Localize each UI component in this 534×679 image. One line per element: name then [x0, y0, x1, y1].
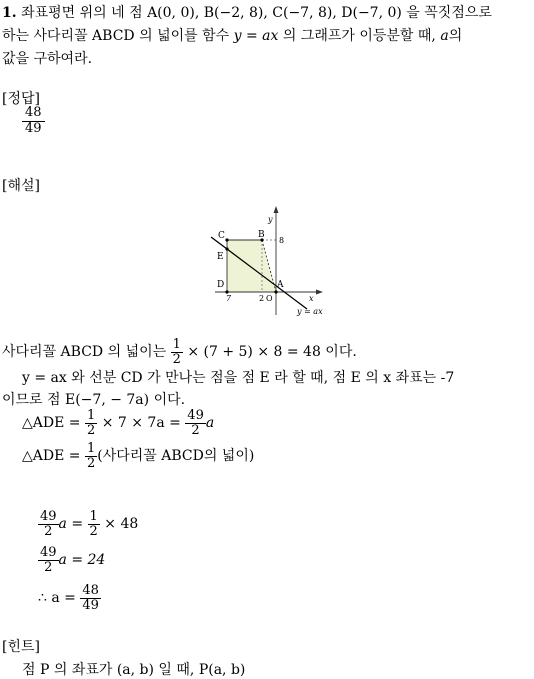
- eq1-f2-den: 2: [89, 523, 98, 539]
- problem-line-1: [2, 2, 492, 22]
- problem-func: y = ax: [233, 28, 279, 44]
- hint-text: 점 P 의 좌표가 (a, b) 일 때, P(a, b): [22, 662, 246, 678]
- label-y: y: [268, 215, 273, 224]
- e-line-2: 이므로 점 E(−7, − 7a) 이다.: [2, 392, 186, 408]
- problem-text-2c: 의 그래프가 이등분할 때,: [278, 28, 441, 44]
- ade1-post: a: [205, 415, 215, 432]
- tick-label-7: 7: [226, 294, 232, 303]
- tick-label-2: 2: [259, 294, 265, 303]
- label-d: D: [217, 280, 225, 290]
- label-origin: O: [266, 294, 273, 303]
- answer-denominator: 49: [25, 120, 42, 136]
- eq1-mid: a =: [58, 516, 88, 533]
- problem-line-3: 값을 구하여라.: [2, 51, 93, 67]
- point-e: [225, 247, 228, 250]
- ade2-post: (사다리꼴 ABCD의 넓이): [97, 448, 255, 465]
- area-frac-den: 2: [172, 351, 181, 367]
- problem-text-2e: 의: [448, 28, 463, 44]
- ade1-pre: △ADE =: [22, 415, 85, 432]
- area-line: [2, 338, 357, 366]
- ade-equation-1: [22, 409, 214, 437]
- eq1-den: 2: [44, 523, 53, 539]
- line-label: y = ax: [297, 307, 323, 316]
- eq3-pre: ∴ a =: [38, 590, 81, 607]
- ade1-frac2-den: 2: [191, 422, 200, 438]
- point-c: [225, 238, 228, 241]
- y-axis-arrow: [274, 206, 279, 213]
- ade1-fraction-2: [185, 409, 206, 437]
- answer-fraction: [22, 106, 45, 137]
- ade1-fraction: [85, 409, 97, 437]
- problem-number: 1.: [2, 5, 17, 21]
- solution-label: [해설]: [2, 178, 40, 194]
- ade2-frac-num: 1: [86, 441, 96, 456]
- ade2-fraction: [85, 442, 97, 470]
- eq1-post: × 48: [104, 516, 139, 533]
- eq2-num: 49: [40, 545, 57, 560]
- area-frac-num: 1: [172, 337, 181, 352]
- label-e: E: [217, 252, 224, 262]
- eq1-num: 49: [40, 509, 57, 524]
- label-x: x: [309, 294, 314, 303]
- ade2-frac-den: 2: [86, 455, 96, 471]
- eq1-fraction-2: [88, 510, 100, 538]
- problem-line-2: [2, 25, 462, 45]
- hint-label: [힌트]: [2, 639, 40, 655]
- eq2-fraction: [38, 546, 59, 574]
- trapezoid-graph: [205, 205, 335, 320]
- label-a: A: [277, 280, 284, 290]
- ade-equation-2: [22, 442, 254, 470]
- area-text-pre: 사다리꼴 ABCD 의 넓이는: [2, 344, 171, 361]
- problem-var-a: a: [440, 28, 449, 44]
- ade1-frac-den: 2: [86, 422, 96, 438]
- eq2-post: a = 24: [58, 552, 106, 569]
- point-a: [274, 290, 277, 293]
- label-b: B: [258, 230, 265, 240]
- equation-1: [38, 510, 138, 538]
- area-fraction: [171, 338, 183, 366]
- ade2-pre: △ADE =: [22, 448, 85, 465]
- problem-text-1: 좌표평면 위의 네 점 A(0, 0), B(−2, 8), C(−7, 8), D(−7, 0) 을 꼭짓점으로: [21, 5, 492, 21]
- trapezoid-fill: [227, 240, 276, 292]
- eq1-fraction: [38, 510, 59, 538]
- x-axis-arrow: [316, 290, 323, 295]
- answer-numerator: 48: [22, 106, 45, 122]
- answer-label: [정답]: [2, 91, 40, 107]
- eq3-fraction: [80, 584, 101, 612]
- label-c: C: [218, 231, 225, 241]
- tick-label-8: 8: [279, 236, 285, 245]
- eq3-den: 49: [82, 597, 99, 613]
- problem-text-2a: 하는 사다리꼴 ABCD 의 넓이를 함수: [2, 28, 234, 44]
- ade1-mid: × 7 × 7a =: [101, 415, 186, 432]
- e-line-1: y = ax 와 선분 CD 가 만나는 점을 점 E 라 할 때, 점 E 의 x 좌표는 -7: [22, 370, 455, 386]
- area-text-post: × (7 + 5) × 8 = 48 이다.: [187, 344, 357, 361]
- ade1-frac2-num: 49: [187, 408, 204, 423]
- ade1-frac-num: 1: [86, 408, 96, 423]
- eq2-den: 2: [44, 559, 53, 575]
- eq1-f2-num: 1: [89, 509, 98, 524]
- equation-2: [38, 546, 105, 574]
- equation-3: [38, 584, 101, 612]
- eq3-num: 48: [82, 583, 99, 598]
